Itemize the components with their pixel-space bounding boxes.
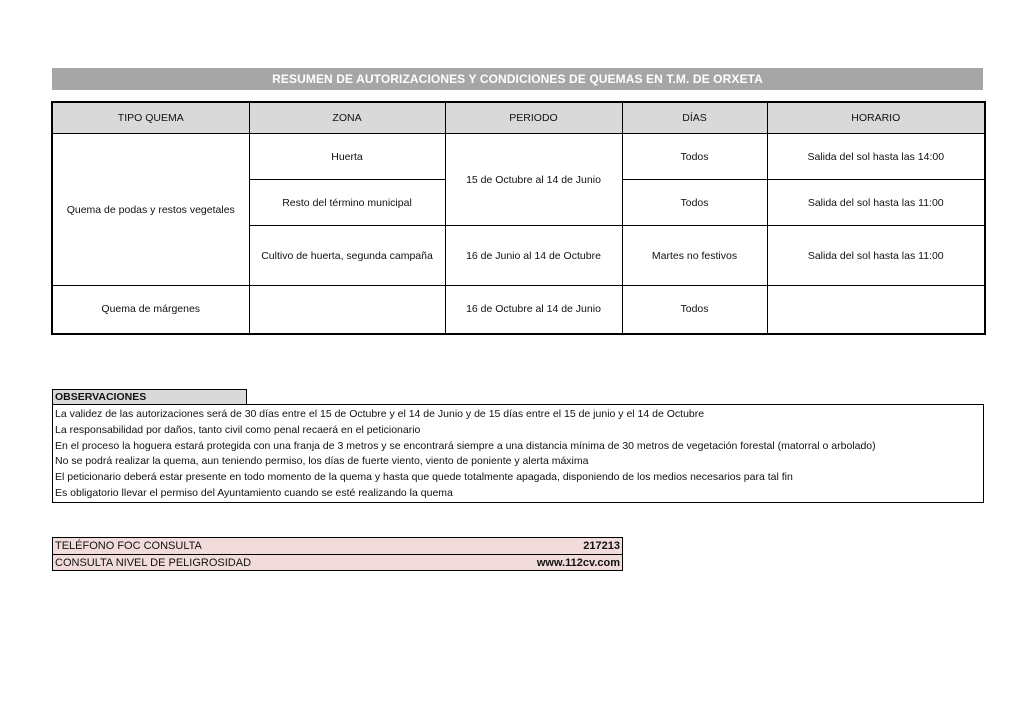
- horario-cell: Salida del sol hasta las 11:00: [767, 226, 985, 286]
- peligrosidad-link[interactable]: www.112cv.com: [536, 556, 620, 569]
- zona-cell: Cultivo de huerta, segunda campaña: [249, 226, 445, 286]
- peligrosidad-label: CONSULTA NIVEL DE PELIGROSIDAD: [55, 556, 252, 569]
- periodo-cell: 16 de Junio al 14 de Octubre: [445, 226, 622, 286]
- header-horario: HORARIO: [767, 102, 985, 134]
- observacion-item: No se podrá realizar la quema, aun teniendo permiso, los días de fuerte viento, viento de poniente y alerta máxima: [55, 455, 589, 468]
- peligrosidad-row: [53, 554, 622, 570]
- dias-cell: Todos: [622, 180, 767, 226]
- consulta-info-box: [52, 537, 623, 571]
- page-title: RESUMEN DE AUTORIZACIONES Y CONDICIONES DE QUEMAS EN T.M. DE ORXETA: [52, 68, 983, 90]
- horario-cell: Salida del sol hasta las 11:00: [767, 180, 985, 226]
- periodo-cell: 16 de Octubre al 14 de Junio: [445, 286, 622, 334]
- observaciones-header: OBSERVACIONES: [52, 389, 247, 404]
- horario-cell: Salida del sol hasta las 14:00: [767, 134, 985, 180]
- zona-cell: Resto del término municipal: [249, 180, 445, 226]
- observacion-item: La responsabilidad por daños, tanto civil como penal recaerá en el peticionario: [55, 423, 421, 436]
- periodo-cell: 15 de Octubre al 14 de Junio: [445, 134, 622, 226]
- burn-conditions-table: [51, 101, 986, 335]
- dias-cell: Martes no festivos: [622, 226, 767, 286]
- header-tipo-quema: TIPO QUEMA: [52, 102, 249, 134]
- observaciones-list: [52, 404, 984, 503]
- header-zona: ZONA: [249, 102, 445, 134]
- telefono-row: [53, 538, 622, 554]
- telefono-label: TELÉFONO FOC CONSULTA: [55, 540, 202, 552]
- telefono-value: 217213: [583, 540, 620, 552]
- zona-cell: Huerta: [249, 134, 445, 180]
- table-row: [52, 286, 985, 334]
- horario-cell: [767, 286, 985, 334]
- zona-cell: [249, 286, 445, 334]
- observacion-item: En el proceso la hoguera estará protegida con una franja de 3 metros y se encontrará siempre a una distancia mínima de 30 metros de vegetación forestal (matorral o arbolado): [55, 439, 876, 452]
- header-periodo: PERIODO: [445, 102, 622, 134]
- tipo-quema-cell: Quema de podas y restos vegetales: [52, 134, 249, 286]
- table-row: [52, 134, 985, 180]
- observacion-item: Es obligatorio llevar el permiso del Ayuntamiento cuando se esté realizando la quema: [55, 486, 453, 499]
- table-header-row: [52, 102, 985, 134]
- tipo-quema-cell: Quema de márgenes: [52, 286, 249, 334]
- dias-cell: Todos: [622, 134, 767, 180]
- observacion-item: El peticionario deberá estar presente en todo momento de la quema y hasta que quede totalmente apagada, disponiendo de los medios necesarios para tal fin: [55, 471, 793, 484]
- header-dias: DÍAS: [622, 102, 767, 134]
- dias-cell: Todos: [622, 286, 767, 334]
- observacion-item: La validez de las autorizaciones será de 30 días entre el 15 de Octubre y el 14 de Junio y de 15 días entre el 15 de junio y el 14 de Octubre: [55, 408, 705, 420]
